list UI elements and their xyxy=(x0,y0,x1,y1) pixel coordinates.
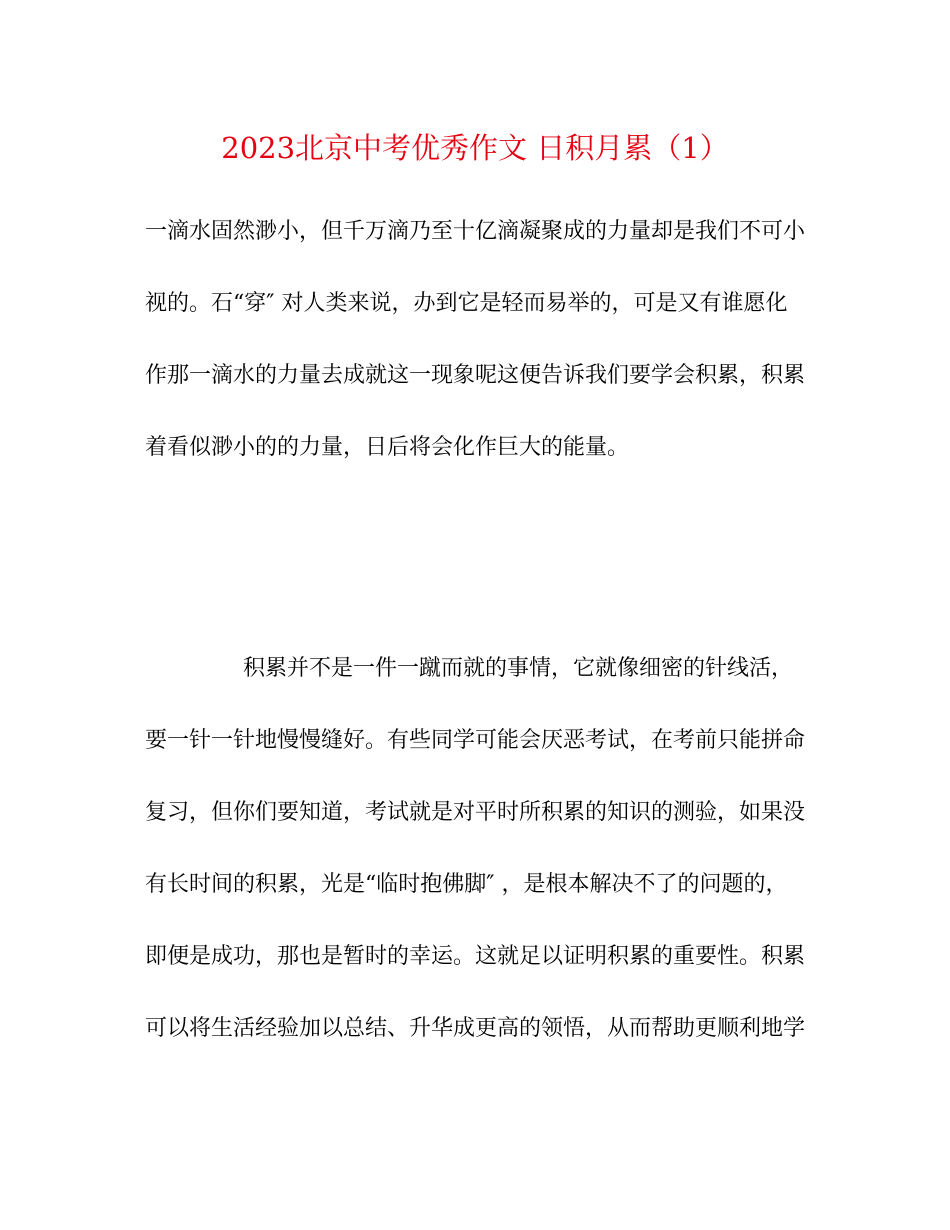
paragraph-2-line-5: 即便是成功，那也是暂时的幸运。这就足以证明积累的重要性。积累 xyxy=(145,944,806,969)
paragraph-1-line-4: 着看似渺小的的力量，日后将会化作巨大的能量。 xyxy=(145,435,630,460)
paragraph-2-line-6: 可以将生活经验加以总结、升华成更高的领悟，从而帮助更顺利地学 xyxy=(145,1016,806,1041)
paragraph-1-line-3: 作那一滴水的力量去成就这一现象呢这便告诉我们要学会积累，积累 xyxy=(145,363,806,388)
paragraph-2-line-4: 有长时间的积累，光是“临时抱佛脚″ ，是根本解决不了的问题的， xyxy=(145,872,788,897)
paragraph-1-line-2: 视的。石“穿″ 对人类来说，办到它是轻而易举的，可是又有谁愿化 xyxy=(145,291,788,316)
document-title: 2023北京中考优秀作文 日积月累（1） xyxy=(221,131,729,165)
paragraph-1-line-1: 一滴水固然渺小，但千万滴乃至十亿滴凝聚成的力量却是我们不可小 xyxy=(145,219,806,244)
paragraph-2-line-2: 要一针一针地慢慢缝好。有些同学可能会厌恶考试，在考前只能拼命 xyxy=(145,728,806,753)
paragraph-2-line-3: 复习，但你们要知道，考试就是对平时所积累的知识的测验，如果没 xyxy=(145,800,806,825)
paragraph-2-line-1: 积累并不是一件一蹴而就的事情，它就像细密的针线活， xyxy=(243,656,794,681)
